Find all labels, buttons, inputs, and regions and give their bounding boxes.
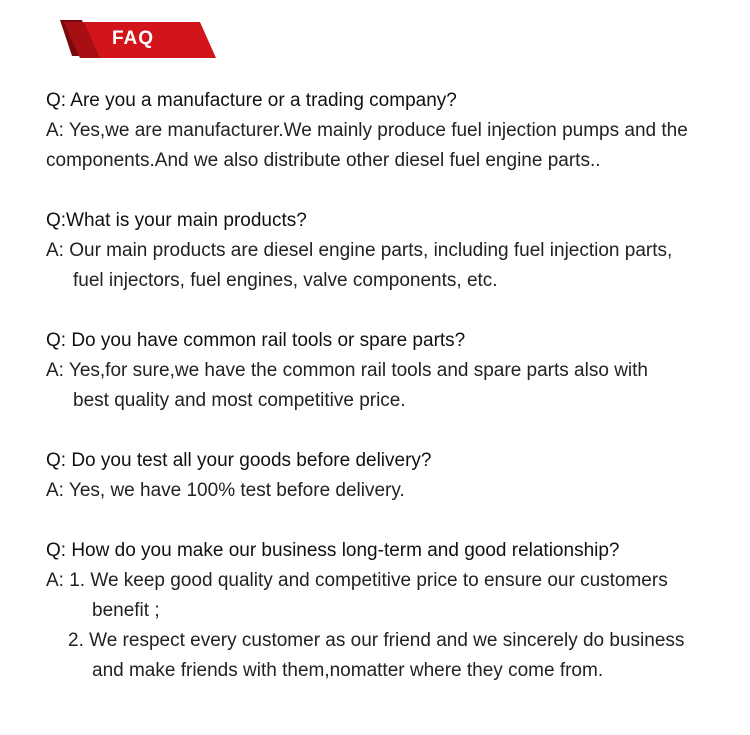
faq-item — [46, 86, 736, 176]
faq-question: Q: Are you a manufacture or a trading company? — [46, 90, 457, 111]
faq-list — [46, 86, 736, 716]
faq-answer-line: best quality and most competitive price. — [73, 390, 406, 411]
faq-item — [46, 206, 736, 296]
faq-question: Q: Do you have common rail tools or spare parts? — [46, 330, 466, 351]
faq-answer-line: A: 1. We keep good quality and competitive price to ensure our customers — [46, 570, 668, 591]
faq-answer-line: benefit ; — [92, 600, 160, 621]
faq-item — [46, 326, 736, 416]
faq-answer-line: A: Our main products are diesel engine parts, including fuel injection parts, — [46, 240, 673, 261]
faq-question: Q:What is your main products? — [46, 210, 307, 231]
faq-question: Q: Do you test all your goods before delivery? — [46, 450, 432, 471]
faq-answer-line: 2. We respect every customer as our friend and we sincerely do business — [68, 630, 685, 651]
faq-answer-line: A: Yes,for sure,we have the common rail tools and spare parts also with — [46, 360, 648, 381]
faq-banner — [60, 18, 216, 62]
faq-answer-line: A: Yes, we have 100% test before delivery. — [46, 480, 405, 501]
faq-item — [46, 446, 736, 506]
faq-answer-line: A: Yes,we are manufacturer.We mainly produce fuel injection pumps and the — [46, 120, 688, 141]
faq-question: Q: How do you make our business long-term and good relationship? — [46, 540, 620, 561]
banner-title: FAQ — [112, 28, 155, 49]
faq-answer-line: components.And we also distribute other diesel fuel engine parts.. — [46, 150, 601, 171]
faq-answer-line: fuel injectors, fuel engines, valve components, etc. — [73, 270, 498, 291]
faq-answer-line: and make friends with them,nomatter where they come from. — [92, 660, 604, 681]
faq-item — [46, 536, 736, 686]
